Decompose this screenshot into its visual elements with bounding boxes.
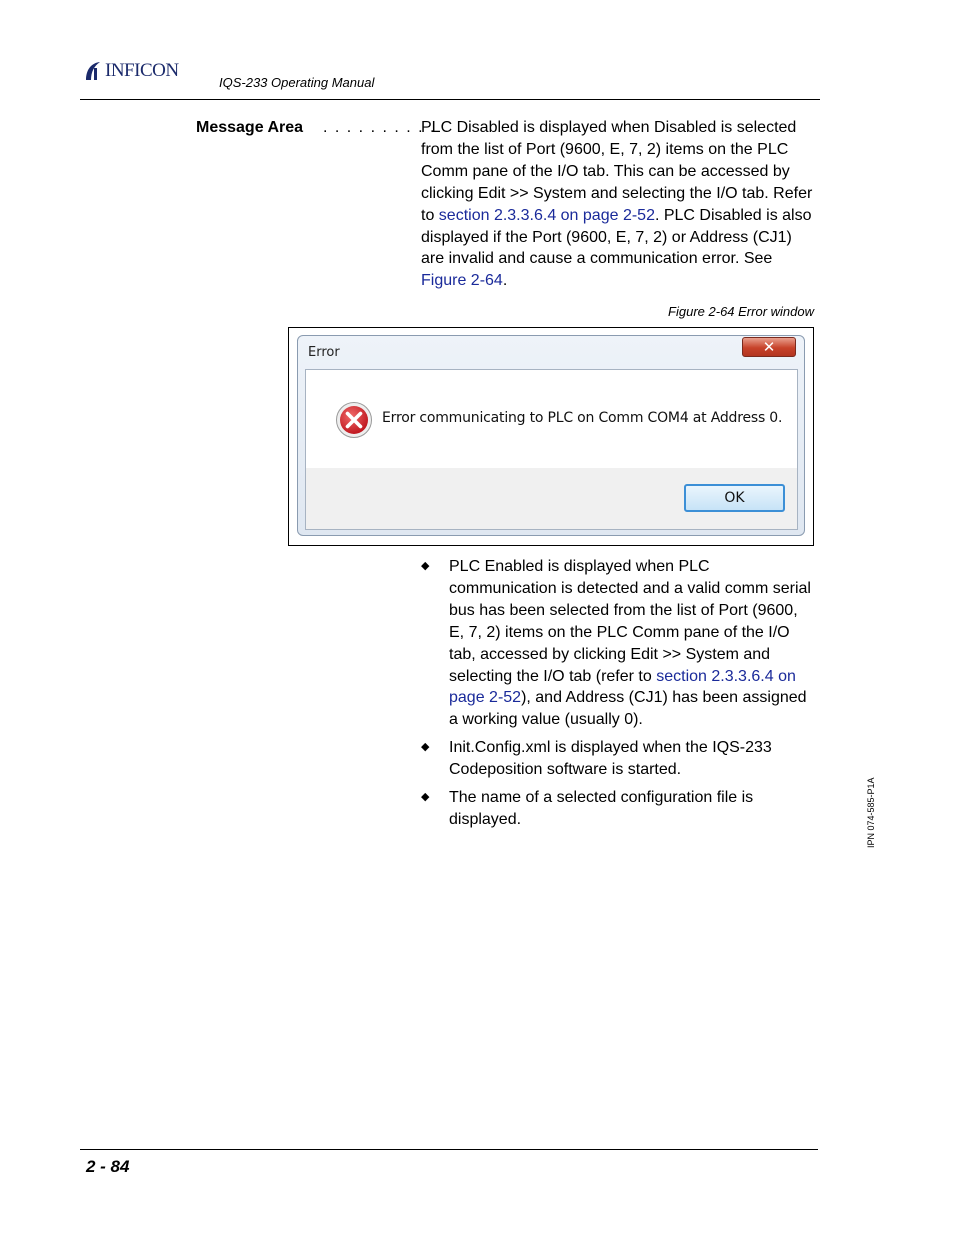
manual-title: IQS-233 Operating Manual [219, 75, 375, 90]
error-dialog [297, 335, 805, 536]
figure-link[interactable]: Figure 2-64 [421, 272, 503, 290]
bullet-list [421, 556, 816, 837]
section-link-2[interactable]: section 2.3.3.6.4 on page 2-52 [449, 667, 796, 707]
list-item [421, 737, 816, 781]
logo-text: INFICON [105, 60, 179, 81]
para-text-2: . PLC Disabled is also displayed if the Port (9600, E, 7, 2) or Address (CJ1) are invalid and cause a communication error. See [421, 206, 812, 268]
dialog-title: Error [308, 345, 340, 360]
error-message: Error communicating to PLC on Comm COM4 at Address 0. [382, 410, 783, 426]
bullet-text-1b: ), and Address (CJ1) has been assigned a working value (usually 0). [449, 689, 807, 729]
header-divider [80, 99, 820, 100]
list-item [421, 556, 816, 731]
dialog-message-area [306, 370, 797, 468]
inficon-logo-mark-icon [82, 60, 104, 82]
dot-leader: . . . . . . . . . . [323, 119, 436, 136]
term-label: Message Area [196, 119, 304, 136]
dialog-body [305, 369, 798, 530]
bullet-text-1a: PLC Enabled is displayed when PLC communication is detected and a valid comm serial bus has been selected from the list of Port (9600, E, 7, 2) items on the PLC Comm pane of the I/O tab, accessed by clicking Edit >> System and selecting the I/O tab (refer to [449, 558, 811, 685]
ok-button[interactable]: OK [684, 484, 785, 512]
ipn-side-note: IPN 074-585-P1A [866, 777, 876, 848]
page-number: 2 - 84 [86, 1157, 130, 1176]
bullet-text-2: Init.Config.xml is displayed when the IQS-233 Codeposition software is started. [449, 739, 772, 779]
close-icon[interactable]: ✕ [742, 337, 796, 357]
definition-paragraph [421, 117, 816, 292]
bullet-marker: ◆ [421, 741, 430, 754]
para-text-1: PLC Disabled is displayed when Disabled is selected from the list of Port (9600, E, 7, 2) items on the PLC Comm pane of the I/O tab. This can be accessed by clicking Edit >> System and selecting the I/O tab. Refer to [421, 119, 813, 224]
bullet-marker: ◆ [421, 791, 430, 804]
bullet-marker: ◆ [421, 560, 430, 572]
section-link[interactable]: section 2.3.3.6.4 on page 2-52 [438, 206, 655, 224]
footer-divider [80, 1149, 818, 1150]
figure-frame [288, 327, 814, 546]
error-icon [335, 401, 373, 439]
list-item [421, 787, 816, 831]
figure-caption: Figure 2-64 Error window [668, 304, 814, 319]
para-text-3: . [502, 272, 508, 290]
inficon-logo [82, 60, 179, 82]
bullet-text-3: The name of a selected configuration file is displayed. [449, 789, 754, 828]
